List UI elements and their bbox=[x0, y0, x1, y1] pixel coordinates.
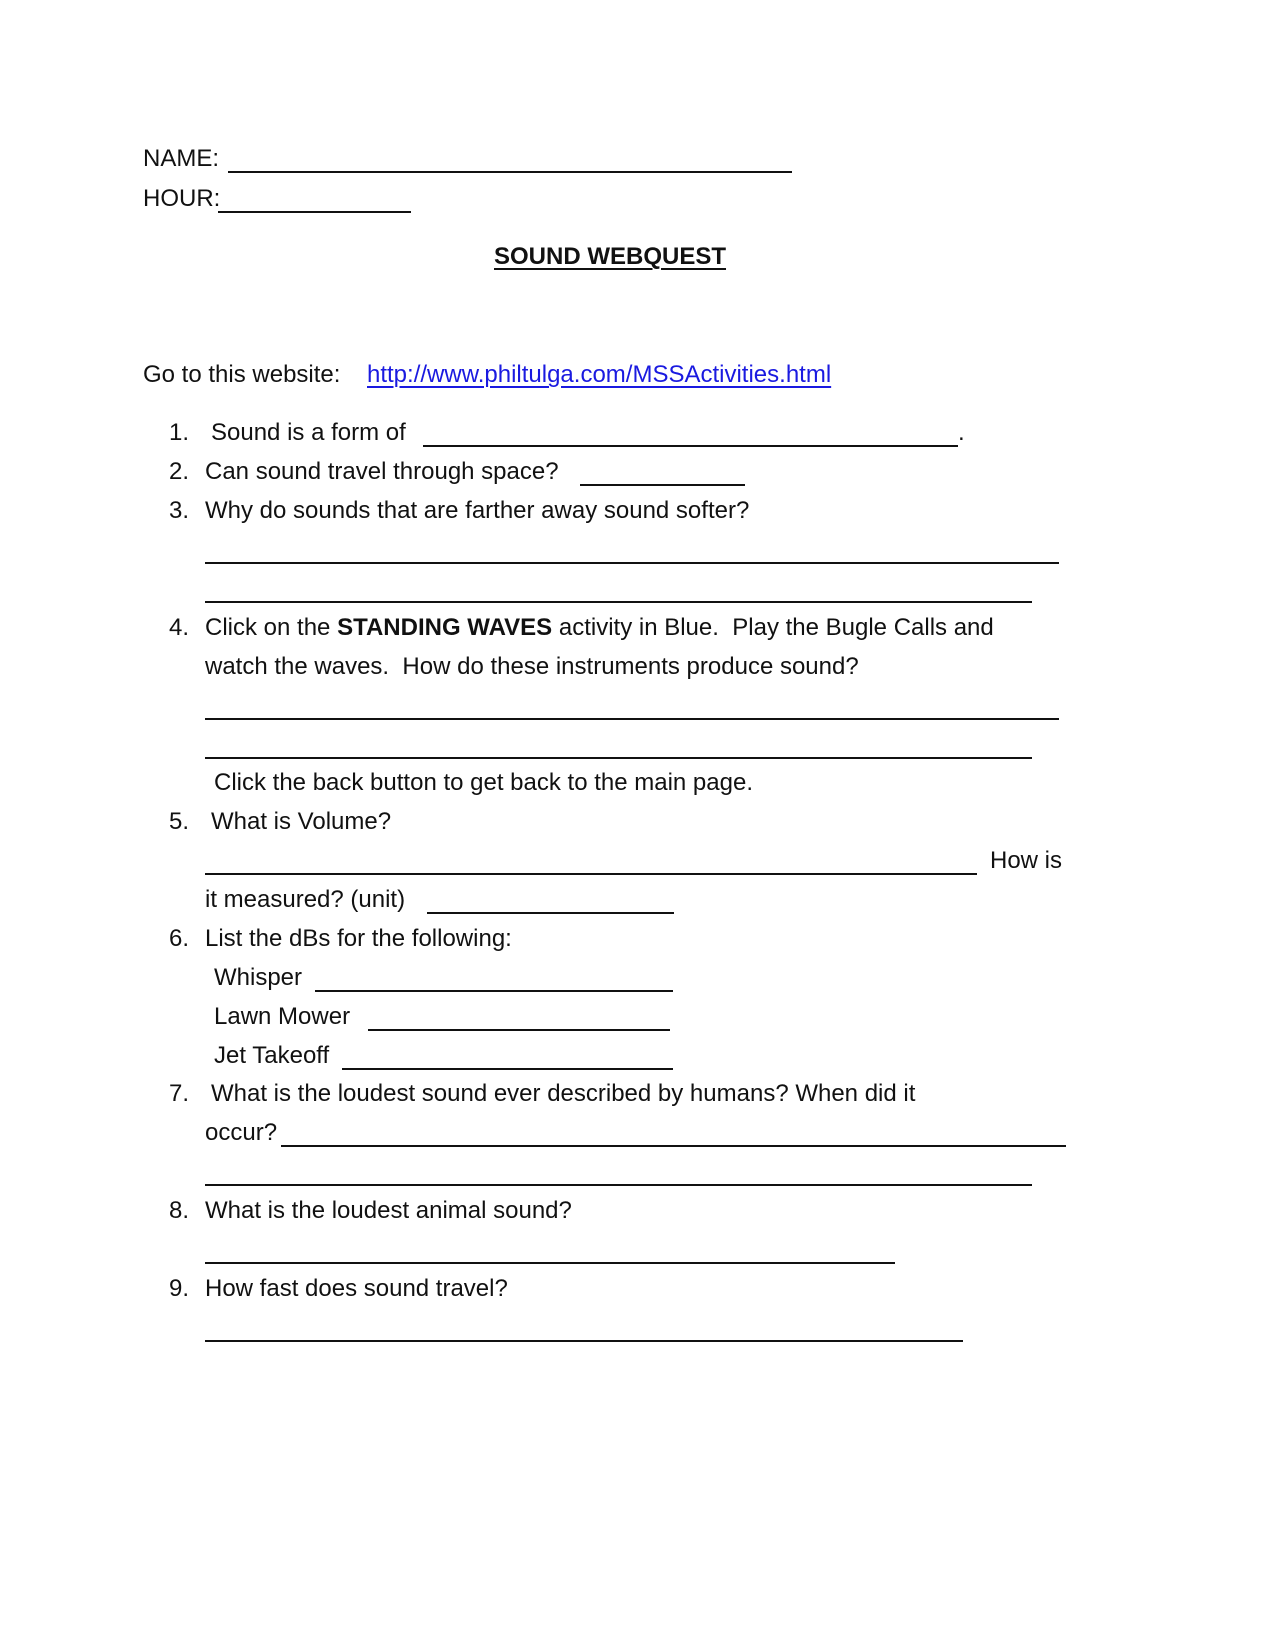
question-1-period: . bbox=[958, 419, 965, 446]
question-7-text: What is the loudest sound ever described by humans? When did it bbox=[211, 1080, 916, 1107]
page-title: SOUND WEBQUEST bbox=[494, 243, 727, 270]
question-7-answer-line-2[interactable] bbox=[205, 1184, 1032, 1186]
question-4-answer-line-2[interactable] bbox=[205, 757, 1032, 759]
question-2-answer-line[interactable] bbox=[580, 484, 745, 486]
dbs-item-label: Whisper bbox=[214, 964, 303, 991]
question-4-text-post: activity in Blue. Play the Bugle Calls and bbox=[552, 614, 994, 641]
question-5-number: 5. bbox=[169, 808, 190, 835]
back-button-note: Click the back button to get back to the main page. bbox=[214, 769, 753, 796]
name-blank-line[interactable] bbox=[228, 171, 792, 173]
question-8-answer-line[interactable] bbox=[205, 1262, 895, 1264]
question-5-how-is: How is bbox=[990, 847, 1063, 874]
question-4-text bbox=[205, 616, 994, 640]
name-label: NAME: bbox=[143, 145, 220, 172]
question-5-unit-text: it measured? (unit) bbox=[205, 886, 406, 913]
question-8-number: 8. bbox=[169, 1197, 190, 1224]
question-7-text-line-2: occur? bbox=[205, 1119, 278, 1146]
question-4-text-line-2: watch the waves. How do these instruments produce sound? bbox=[205, 653, 859, 680]
question-3-answer-line-1[interactable] bbox=[205, 562, 1059, 564]
dbs-item-label: Lawn Mower bbox=[214, 1003, 351, 1030]
question-5-text: What is Volume? bbox=[211, 808, 392, 835]
question-4-answer-line-1[interactable] bbox=[205, 718, 1059, 720]
dbs-item-answer-line[interactable] bbox=[315, 990, 673, 992]
website-link[interactable]: http://www.philtulga.com/MSSActivities.html bbox=[367, 361, 832, 388]
question-9-answer-line[interactable] bbox=[205, 1340, 963, 1342]
question-5-answer-line[interactable] bbox=[205, 873, 977, 875]
question-4-text-pre: Click on the bbox=[205, 614, 338, 641]
dbs-item-label: Jet Takeoff bbox=[214, 1042, 330, 1069]
question-7-number: 7. bbox=[169, 1080, 190, 1107]
question-3-number: 3. bbox=[169, 497, 190, 524]
question-8-text: What is the loudest animal sound? bbox=[205, 1197, 572, 1224]
hour-blank-line[interactable] bbox=[218, 211, 411, 213]
question-1-text: Sound is a form of bbox=[211, 419, 406, 446]
question-9-text: How fast does sound travel? bbox=[205, 1275, 508, 1302]
question-1-answer-line[interactable] bbox=[423, 445, 958, 447]
dbs-item-answer-line[interactable] bbox=[342, 1068, 673, 1070]
question-9-number: 9. bbox=[169, 1275, 190, 1302]
question-4-text-bold: STANDING WAVES bbox=[337, 614, 553, 641]
question-5-unit-line[interactable] bbox=[427, 912, 674, 914]
question-4-number: 4. bbox=[169, 614, 190, 641]
intro-text: Go to this website: bbox=[143, 361, 341, 388]
question-7-answer-line-1[interactable] bbox=[281, 1145, 1066, 1147]
question-2-number: 2. bbox=[169, 458, 190, 485]
question-6-number: 6. bbox=[169, 925, 190, 952]
hour-label: HOUR: bbox=[143, 185, 221, 212]
question-6-text: List the dBs for the following: bbox=[205, 925, 512, 952]
question-1-number: 1. bbox=[169, 419, 190, 446]
dbs-item-answer-line[interactable] bbox=[368, 1029, 670, 1031]
question-3-answer-line-2[interactable] bbox=[205, 601, 1032, 603]
question-3-text: Why do sounds that are farther away sound softer? bbox=[205, 497, 750, 524]
question-2-text: Can sound travel through space? bbox=[205, 458, 559, 485]
